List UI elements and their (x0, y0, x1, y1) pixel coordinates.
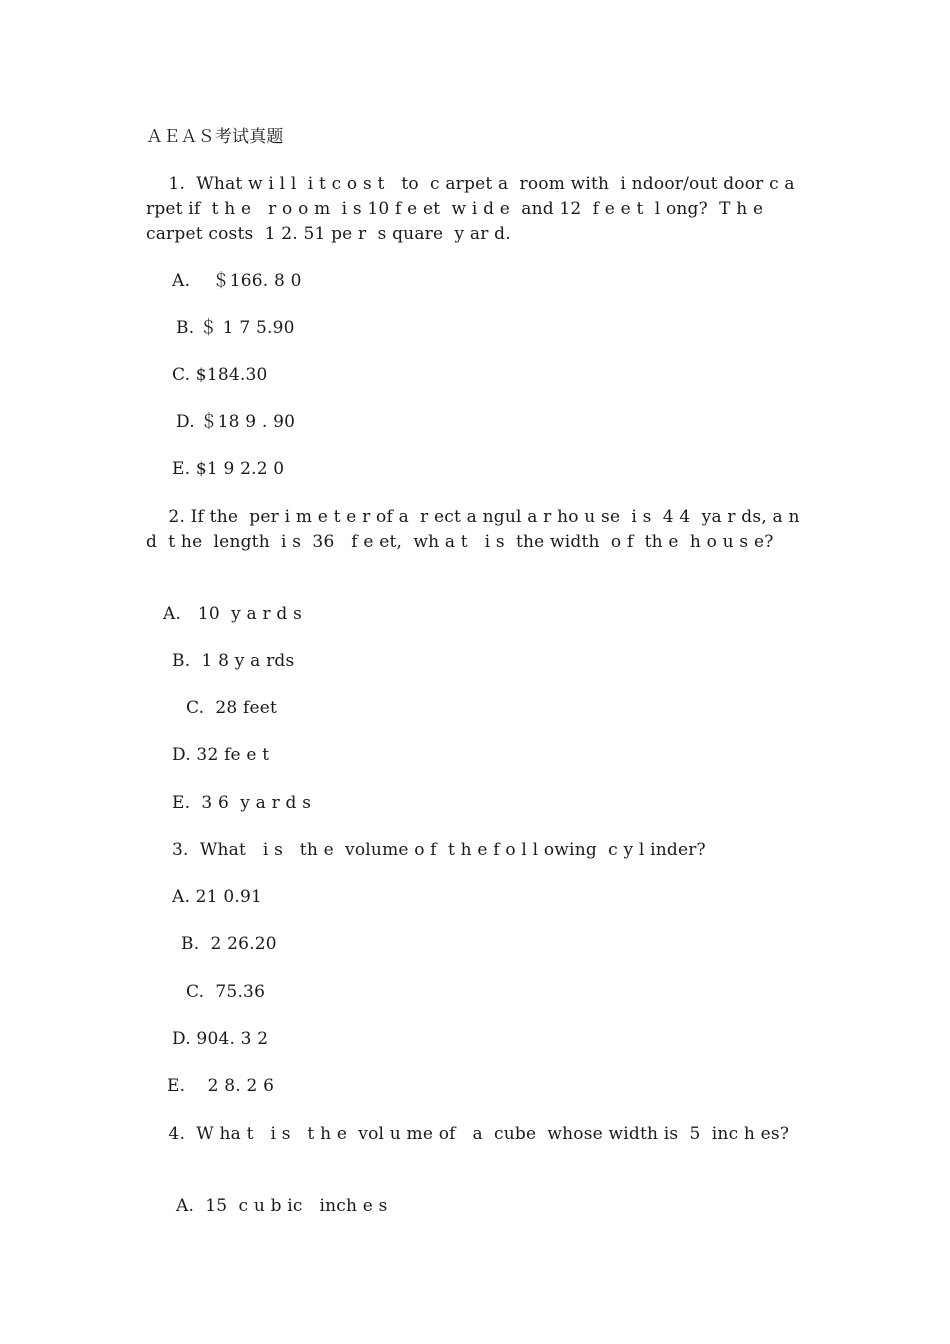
question-1-stem: 1. What w i l l i t c o s t to c arpet a room with i ndoor/out door c a rpet if t h e r o o m i s 10 f e et w i d e and 12 f e e t l ong? T h e carpet costs 1 2. 51 pe r s quare y ar d. (146, 174, 801, 244)
question-2-option-b: B. 1 8 y a rds (172, 651, 295, 671)
question-2-option-a: A. 10 y a r d s (163, 604, 303, 624)
question-2-stem: 2. If the per i m e t e r of a r ect a ngul a r ho u se i s 4 4 ya r ds, a n d t he length i s 36 f e et, wh a t i s the width o f th e h o u s e? (146, 507, 806, 552)
question-2-option-c: C. 28 feet (186, 698, 278, 718)
question-2-option-d: D. 32 fe e t (172, 745, 270, 765)
question-3-option-a: A. 21 0.91 (172, 887, 262, 907)
question-1-option-b: B. ＄ 1 7 5.90 (176, 318, 295, 338)
question-1-option-e: E. $1 9 2.2 0 (172, 459, 285, 479)
question-2-option-e: E. 3 6 y a r d s (172, 793, 312, 813)
question-3-option-b: B. 2 26.20 (181, 934, 277, 954)
question-4-stem: 4. W ha t i s t h e vol u me of a cube whose width is 5 inc h es? (146, 1124, 790, 1144)
question-1-option-d: D. ＄18 9 . 90 (176, 412, 296, 432)
document-title: ＡＥＡＳ考试真题 (146, 127, 284, 147)
question-3-stem: 3. What i s th e volume o f t h e f o l l owing c y l inder? (172, 840, 706, 860)
question-3-option-c: C. 75.36 (186, 982, 266, 1002)
question-1-option-a: A. ＄166. 8 0 (172, 271, 302, 291)
question-4-option-a: A. 15 c u b ic inch e s (176, 1196, 388, 1216)
question-1-option-c: C. $184.30 (172, 365, 268, 385)
question-3-option-e: E. 2 8. 2 6 (167, 1076, 275, 1096)
question-3-option-d: D. 904. 3 2 (172, 1029, 269, 1049)
